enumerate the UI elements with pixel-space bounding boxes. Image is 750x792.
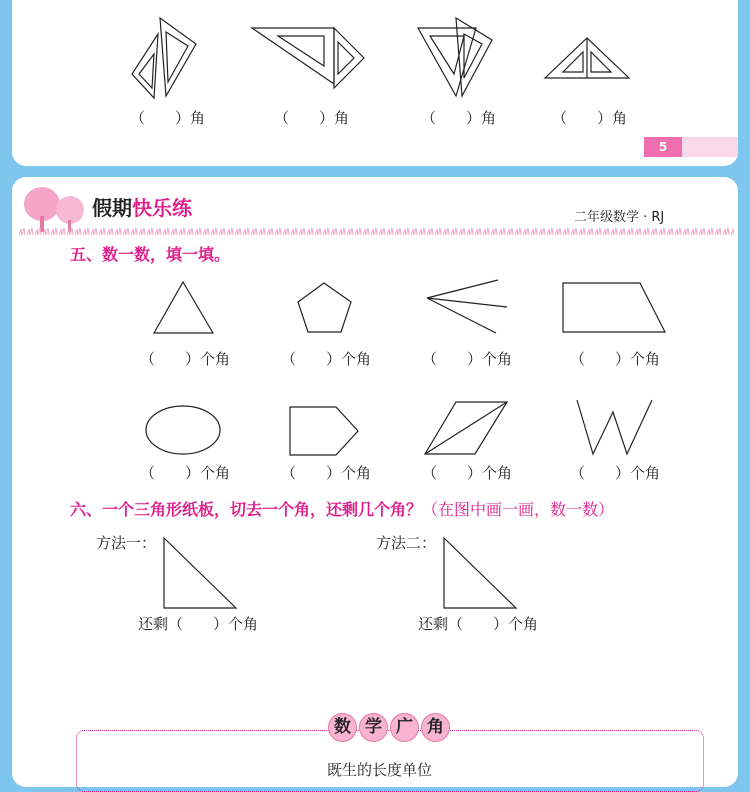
- math-corner-char-2: 学: [359, 713, 388, 742]
- math-corner-char-4: 角: [421, 713, 450, 742]
- section5-label-2: （ ）个角: [281, 350, 372, 368]
- top-label-1: （ ）角: [130, 109, 206, 127]
- subject-label: 二年级数学 · RJ: [574, 210, 665, 225]
- parallelogram-diagonal-shape: [422, 400, 510, 456]
- method2-remain: 还剩（ ）个角: [418, 615, 539, 633]
- math-corner-title: [328, 713, 452, 742]
- brand-part2: 快乐练: [132, 196, 192, 220]
- triangle-shape: [150, 280, 216, 336]
- section5-label-3: （ ）个角: [422, 350, 513, 368]
- top-page-card: [12, 0, 738, 166]
- w-shape: [575, 398, 655, 456]
- section5-label-1: （ ）个角: [140, 350, 231, 368]
- ellipse-shape: [144, 403, 224, 457]
- math-corner-subtitle: 既生的长度单位: [327, 761, 433, 779]
- math-corner-char-1: 数: [328, 713, 357, 742]
- section5-label-5: （ ）个角: [140, 464, 231, 482]
- page-number: 5: [644, 137, 682, 157]
- section6-question: 六、一个三角形纸板，切去一个角，还剩几个角？: [70, 500, 423, 519]
- section6-heading: [70, 502, 614, 518]
- method1-remain: 还剩（ ）个角: [138, 615, 259, 633]
- rays-shape: [424, 278, 510, 336]
- top-label-4: （ ）角: [552, 109, 628, 127]
- math-corner-char-3: 广: [390, 713, 419, 742]
- main-page-card: [12, 177, 738, 787]
- method1-label: 方法一：: [96, 534, 157, 552]
- grass-divider: [18, 227, 734, 235]
- brand-title: [92, 198, 192, 218]
- section5-label-7: （ ）个角: [422, 464, 513, 482]
- set-square-figure-2: [250, 24, 368, 90]
- house-pentagon-shape: [288, 405, 362, 457]
- top-label-3: （ ）角: [421, 109, 497, 127]
- method2-label: 方法二：: [376, 534, 437, 552]
- set-square-figure-1: [128, 14, 198, 100]
- top-label-2: （ ）角: [274, 109, 350, 127]
- set-square-figure-4: [543, 34, 631, 82]
- section5-label-8: （ ）个角: [570, 464, 661, 482]
- set-square-figure-3: [414, 14, 498, 100]
- section6-note: （在图中画一画，数一数）: [422, 500, 615, 519]
- method1-triangle: [162, 536, 240, 610]
- brand-part1: 假期: [92, 196, 132, 220]
- method2-triangle: [442, 536, 520, 610]
- section5-heading: 五、数一数，填一填。: [70, 245, 231, 264]
- section5-label-4: （ ）个角: [570, 350, 661, 368]
- trapezoid-shape: [560, 281, 668, 335]
- pentagon-shape: [295, 281, 355, 335]
- section5-label-6: （ ）个角: [281, 464, 372, 482]
